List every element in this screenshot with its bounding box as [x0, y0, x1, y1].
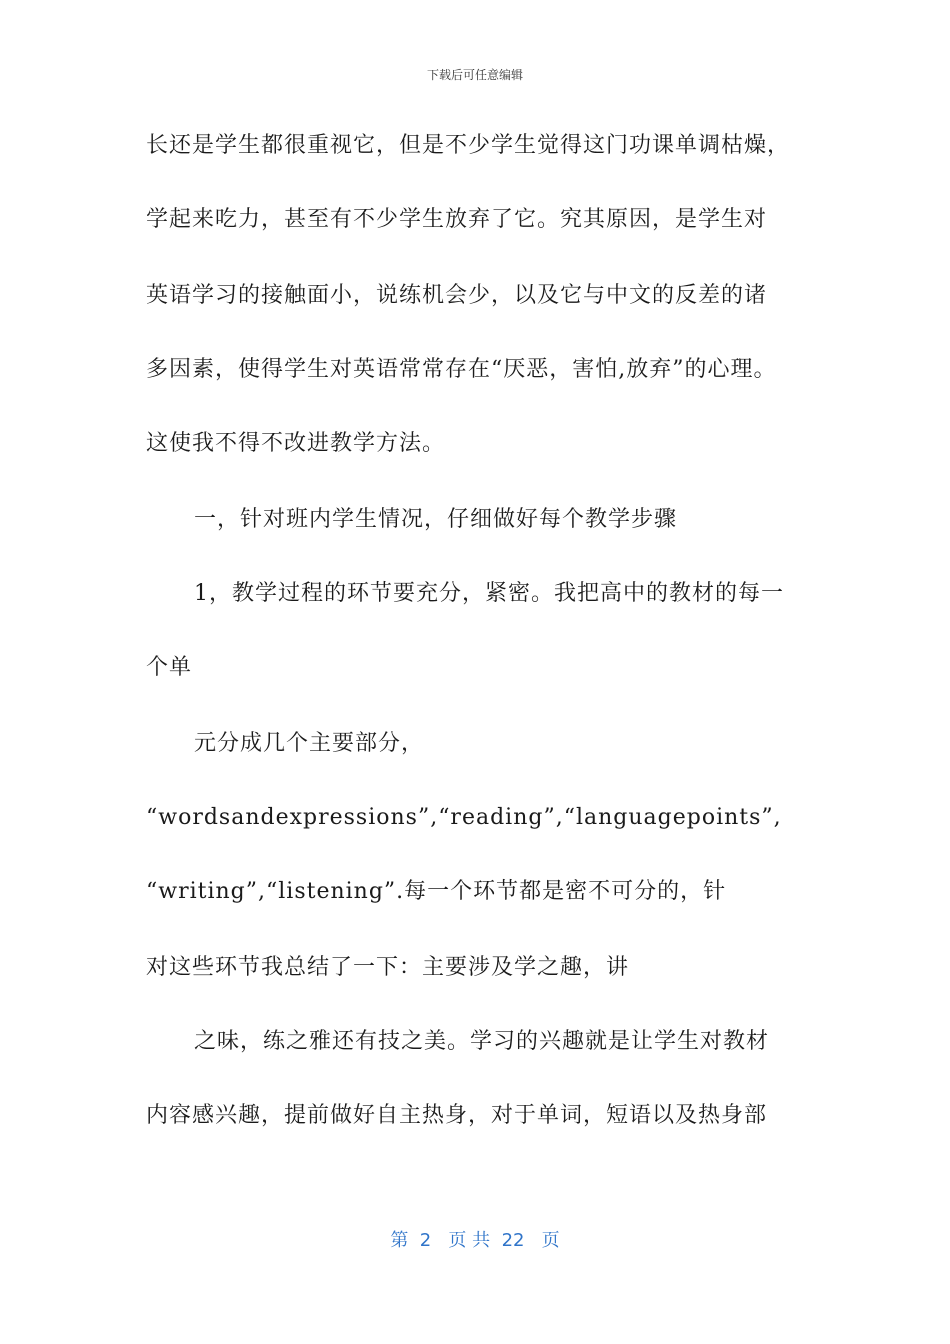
paragraph-line: 学起来吃力，甚至有不少学生放弃了它。究其原因，是学生对 — [146, 207, 768, 232]
paragraph-line: 1，教学过程的环节要充分，紧密。我把高中的教材的每一 — [194, 581, 784, 606]
paragraph-line: 英语学习的接触面小，说练机会少，以及它与中文的反差的诸 — [146, 283, 768, 308]
paragraph-line: 多因素，使得学生对英语常常存在“厌恶，害怕,放弃”的心理。 — [146, 357, 777, 382]
paragraph-line: 元分成几个主要部分， — [194, 731, 425, 756]
paragraph-line: “writing”,“listening”.每一个环节都是密不可分的，针 — [146, 879, 727, 904]
paragraph-line: 对这些环节我总结了一下：主要涉及学之趣，讲 — [146, 955, 630, 980]
paragraph-line: 个单 — [146, 655, 193, 680]
section-heading: 一，针对班内学生情况，仔细做好每个教学步骤 — [194, 507, 678, 532]
paragraph-line: 这使我不得不改进教学方法。 — [146, 431, 446, 456]
paragraph-line: “wordsandexpressions”,“reading”,“languagepoints”, — [146, 805, 782, 830]
paragraph-line: 之味，练之雅还有技之美。学习的兴趣就是让学生对教材 — [194, 1029, 770, 1054]
paragraph-line: 内容感兴趣，提前做好自主热身，对于单词，短语以及热身部 — [146, 1103, 768, 1128]
page-footer: 第 2 页 共 22 页 — [390, 1230, 560, 1251]
paragraph-line: 长还是学生都很重视它，但是不少学生觉得这门功课单调枯燥， — [146, 133, 791, 158]
page-header: 下载后可任意编辑 — [426, 68, 523, 82]
